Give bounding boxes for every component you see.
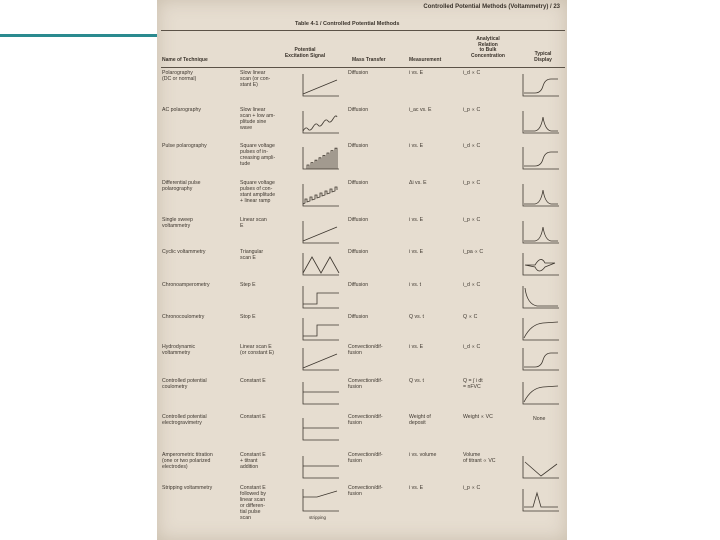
- typical-display-none: None: [533, 416, 546, 422]
- typical-display-plot: [519, 284, 563, 312]
- typical-display-plot: [519, 145, 563, 173]
- analytical-relation: i_d ∝ C: [463, 282, 481, 288]
- analytical-relation: i_p ∝ C: [463, 485, 481, 491]
- analytical-relation: i_d ∝ C: [463, 70, 481, 76]
- excitation-signal-text: Stop E: [240, 314, 256, 320]
- typical-display-plot: [519, 346, 563, 374]
- technique-row: [157, 107, 567, 142]
- measurement: Q vs. t: [409, 378, 424, 384]
- accent-rule: [0, 34, 157, 37]
- excitation-waveform-sketch: [299, 316, 343, 344]
- technique-row: [157, 485, 567, 535]
- analytical-relation: Volume of titrant ∝ VC: [463, 452, 496, 464]
- measurement: i vs. E: [409, 249, 424, 255]
- technique-name: Pulse polarography: [162, 143, 207, 149]
- excitation-waveform-sketch: [299, 109, 343, 137]
- excitation-waveform-sketch: [299, 72, 343, 100]
- excitation-signal-text: Triangular scan E: [240, 249, 264, 261]
- mass-transfer: Diffusion: [348, 314, 369, 320]
- excitation-waveform-sketch: [299, 182, 343, 210]
- header-technique: Name of Technique: [162, 57, 208, 63]
- mass-transfer: Convection/dif- fusion: [348, 344, 383, 356]
- analytical-relation: i_pa ∝ C: [463, 249, 484, 255]
- typical-display-plot: [519, 182, 563, 210]
- excitation-waveform-sketch: [299, 145, 343, 173]
- technique-row: [157, 282, 567, 313]
- header-signal: Potential Excitation Signal: [284, 47, 326, 59]
- technique-name: Chronoamperometry: [162, 282, 210, 288]
- technique-row: [157, 249, 567, 281]
- excitation-waveform-sketch: [299, 346, 343, 374]
- technique-name: Amperometric titration (one or two polarized electrodes): [162, 452, 213, 470]
- measurement: Weight of deposit: [409, 414, 431, 426]
- mass-transfer: Convection/dif- fusion: [348, 378, 383, 390]
- technique-name: Chronocoulometry: [162, 314, 205, 320]
- measurement: i vs. E: [409, 217, 424, 223]
- typical-display-plot: [519, 316, 563, 344]
- analytical-relation: i_p ∝ C: [463, 180, 481, 186]
- mass-transfer: Diffusion: [348, 107, 369, 113]
- excitation-waveform-sketch: [299, 380, 343, 408]
- measurement: Q vs. t: [409, 314, 424, 320]
- excitation-waveform-sketch: [299, 454, 343, 482]
- technique-name: Hydrodynamic voltammetry: [162, 344, 196, 356]
- scanned-page: [157, 0, 567, 540]
- measurement: i vs. E: [409, 344, 424, 350]
- mass-transfer: Diffusion: [348, 143, 369, 149]
- excitation-signal-text: Slow linear scan + low am- plitude sine wave: [240, 107, 276, 131]
- analytical-relation: Q ∝ C: [463, 314, 478, 320]
- typical-display-plot: [519, 219, 563, 247]
- excitation-signal-text: Constant E: [240, 414, 266, 420]
- analytical-relation: i_p ∝ C: [463, 107, 481, 113]
- excitation-signal-text: Constant E: [240, 378, 266, 384]
- excitation-waveform-sketch: [299, 219, 343, 247]
- excitation-waveform-sketch: [299, 416, 343, 444]
- header-mass: Mass Transfer: [352, 57, 386, 63]
- measurement: i vs. E: [409, 143, 424, 149]
- excitation-signal-text: Step E: [240, 282, 256, 288]
- technique-row: [157, 344, 567, 377]
- technique-name: Stripping voltammetry: [162, 485, 213, 491]
- mass-transfer: Diffusion: [348, 180, 369, 186]
- table-top-rule: [161, 30, 565, 31]
- technique-row: [157, 180, 567, 216]
- mass-transfer: Diffusion: [348, 70, 369, 76]
- running-head: Controlled Potential Methods (Voltammetry) / 23: [423, 4, 560, 10]
- technique-row: [157, 314, 567, 343]
- typical-display-plot: [519, 454, 563, 482]
- measurement: i vs. E: [409, 485, 424, 491]
- excitation-signal-text: Linear scan E: [240, 217, 267, 229]
- excitation-signal-text: Square voltage pulses of in- creasing ampli- tude: [240, 143, 276, 167]
- header-relation: Analytical Relation to Bulk Concentration: [471, 36, 505, 59]
- mass-transfer: Diffusion: [348, 282, 369, 288]
- measurement: Δi vs. E: [409, 180, 427, 186]
- header-bottom-rule: [161, 67, 565, 68]
- stripping-label: stripping: [309, 515, 327, 520]
- technique-name: Controlled potential coulometry: [162, 378, 207, 390]
- typical-display-plot: [519, 487, 563, 515]
- analytical-relation: Q = ∫ i dt = nFVC: [463, 378, 483, 390]
- technique-row: [157, 378, 567, 413]
- technique-row: [157, 217, 567, 248]
- analytical-relation: Weight ∝ VC: [463, 414, 493, 420]
- excitation-signal-text: Constant E followed by linear scan or differen- tial pulse scan: [240, 485, 266, 521]
- header-measurement: Measurement: [409, 57, 442, 63]
- excitation-waveform-sketch: [299, 251, 343, 279]
- technique-name: Polarography (DC or normal): [162, 70, 197, 82]
- mass-transfer: Diffusion: [348, 217, 369, 223]
- measurement: i vs. volume: [409, 452, 437, 458]
- technique-name: Cyclic voltammetry: [162, 249, 206, 255]
- mass-transfer: Convection/dif- fusion: [348, 414, 383, 426]
- typical-display-plot: [519, 251, 563, 279]
- technique-row: [157, 414, 567, 451]
- mass-transfer: Diffusion: [348, 249, 369, 255]
- mass-transfer: Convection/dif- fusion: [348, 452, 383, 464]
- excitation-signal-text: Constant E + titrant addition: [240, 452, 266, 470]
- typical-display-plot: [519, 380, 563, 408]
- excitation-signal-text: Linear scan E (or constant E): [240, 344, 275, 356]
- technique-row: [157, 452, 567, 484]
- technique-name: AC polarography: [162, 107, 201, 113]
- measurement: i vs. E: [409, 70, 424, 76]
- table-title: Table 4-1 / Controlled Potential Methods: [295, 21, 400, 27]
- mass-transfer: Convection/dif- fusion: [348, 485, 383, 497]
- analytical-relation: i_d ∝ C: [463, 143, 481, 149]
- technique-row: [157, 143, 567, 179]
- excitation-waveform-sketch: [299, 487, 343, 515]
- analytical-relation: i_d ∝ C: [463, 344, 481, 350]
- technique-name: Controlled potential electrogravimetry: [162, 414, 207, 426]
- technique-name: Single sweep voltammetry: [162, 217, 193, 229]
- analytical-relation: i_p ∝ C: [463, 217, 481, 223]
- excitation-signal-text: Slow linear scan (or con- stant E): [240, 70, 271, 88]
- technique-row: [157, 70, 567, 106]
- measurement: i_ac vs. E: [409, 107, 432, 113]
- excitation-waveform-sketch: [299, 284, 343, 312]
- typical-display-plot: [519, 109, 563, 137]
- excitation-signal-text: Square voltage pulses of con- stant amplitude + linear ramp: [240, 180, 276, 204]
- measurement: i vs. t: [409, 282, 422, 288]
- technique-name: Differential pulse polarography: [162, 180, 201, 192]
- header-display: Typical Display: [534, 51, 552, 63]
- typical-display-plot: [519, 72, 563, 100]
